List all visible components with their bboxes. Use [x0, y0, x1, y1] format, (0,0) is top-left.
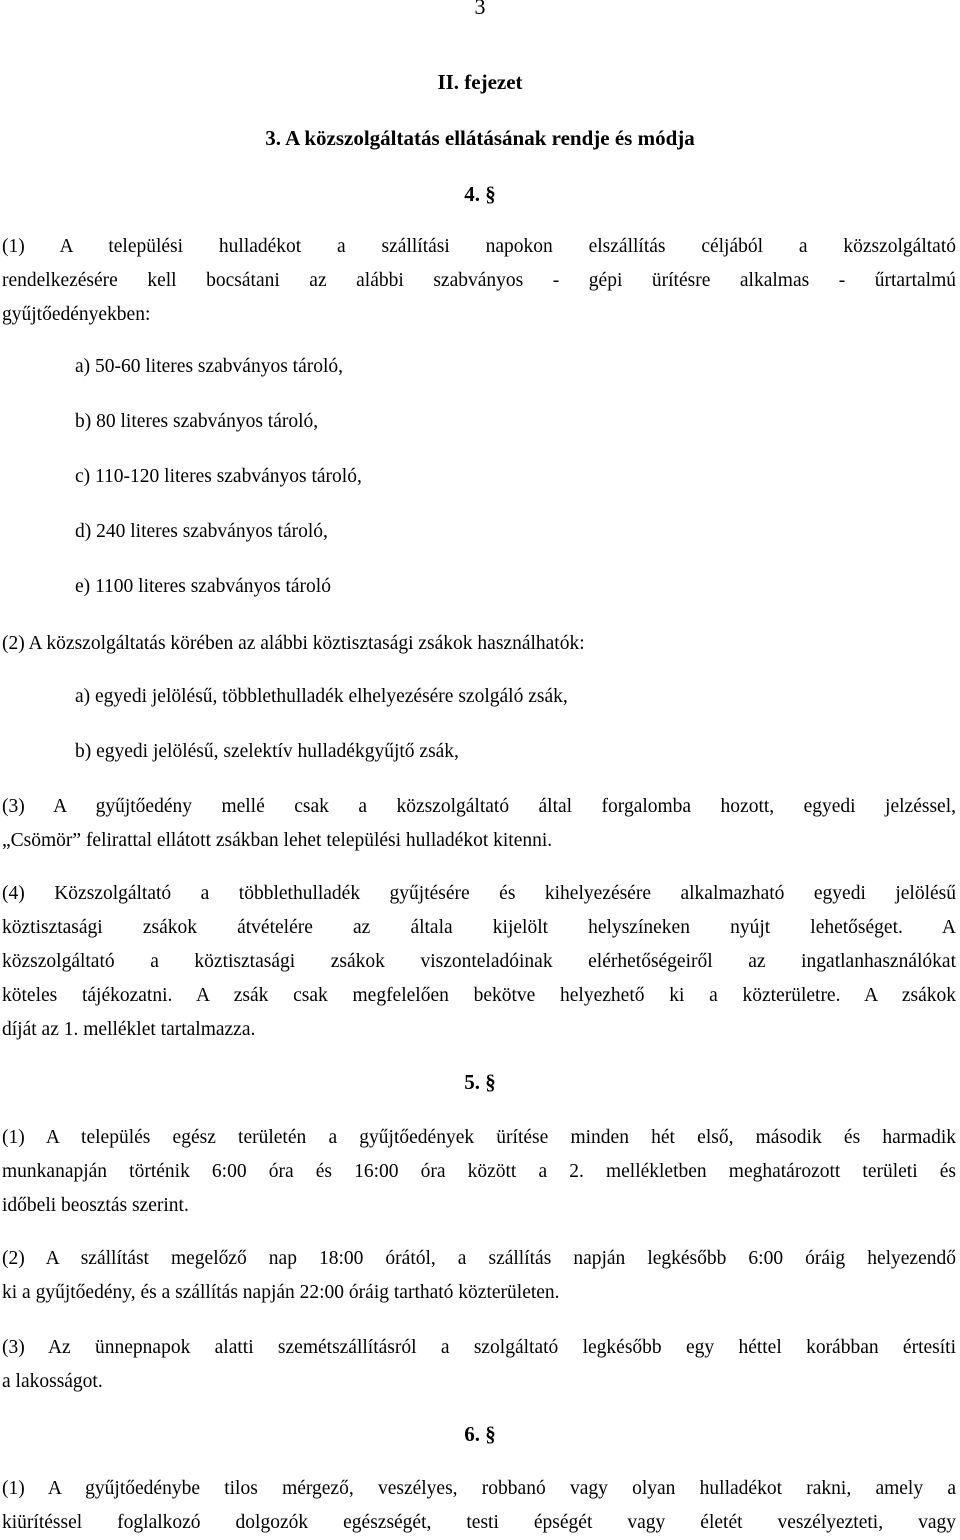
chapter-title: II. fejezet: [437, 70, 523, 94]
text-line: (3) A gyűjtőedény mellé csak a közszolgáltató által forgalomba hozott, egyedi jelzéssel,: [2, 796, 956, 817]
text-line: díját az 1. melléklet tartalmazza.: [2, 1019, 256, 1040]
paragraph-heading-4: 4. §: [464, 182, 496, 206]
text-line: közszolgáltató a köztisztasági zsákok viszonteladóinak elérhetőségeiről az ingatlanhasználókat: [2, 951, 956, 972]
list-item: e) 1100 literes szabványos tároló: [75, 576, 331, 597]
text-line: „Csömör” felirattal ellátott zsákban lehet települési hulladékot kitenni.: [2, 830, 553, 851]
text-line: a lakosságot.: [2, 1371, 103, 1392]
list-item: a) egyedi jelölésű, többlethulladék elhelyezésére szolgáló zsák,: [75, 686, 568, 707]
text-line: munkanapján történik 6:00 óra és 16:00 óra között a 2. mellékletben meghatározott területi és: [2, 1161, 956, 1182]
text-line: köteles tájékozatni. A zsák csak megfelelően bekötve helyezhető ki a közterületre. A zsákok: [2, 985, 956, 1006]
text-line: (1) A gyűjtőedénybe tilos mérgező, veszélyes, robbanó vagy olyan hulladékot rakni, amely a: [2, 1478, 956, 1499]
s4-p3: [2, 790, 956, 858]
text-line: köztisztasági zsákok átvételére az általa kijelölt helyszíneken nyújt lehetőséget. A: [2, 917, 956, 938]
paragraph-heading-5: 5. §: [464, 1070, 496, 1094]
text-line: ki a gyűjtőedény, és a szállítás napján 22:00 óráig tartható közterületen.: [2, 1282, 560, 1303]
s5-p2: [2, 1242, 956, 1310]
s4-p1: [2, 230, 956, 332]
text-line: gyűjtőedényekben:: [2, 304, 151, 325]
text-line: kiürítéssel foglalkozó dolgozók egészségét, testi épségét vagy életét veszélyezteti, vagy: [2, 1512, 956, 1533]
text-line: (1) A település egész területén a gyűjtőedények ürítése minden hét első, második és harmadik: [2, 1127, 956, 1148]
text-line: (3) Az ünnepnapok alatti szemétszállításról a szolgáltató legkésőbb egy héttel korábban értesíti: [2, 1337, 956, 1358]
s5-p3: [2, 1331, 956, 1399]
list-item: d) 240 literes szabványos tároló,: [75, 521, 328, 542]
list-item: b) egyedi jelölésű, szelektív hulladékgyűjtő zsák,: [75, 741, 459, 762]
s4-p2: [2, 627, 956, 661]
text-line: (1) A települési hulladékot a szállítási napokon elszállítás céljából a közszolgáltató: [2, 236, 956, 257]
text-line: rendelkezésére kell bocsátani az alábbi szabványos - gépi ürítésre alkalmas - űrtartalmú: [2, 270, 956, 291]
paragraph-heading-6: 6. §: [464, 1422, 496, 1446]
s5-p1: [2, 1121, 956, 1223]
text-line: időbeli beosztás szerint.: [2, 1195, 189, 1216]
text-line: (2) A szállítást megelőző nap 18:00 órától, a szállítás napján legkésőbb 6:00 óráig helyezendő: [2, 1248, 956, 1269]
list-item: c) 110-120 literes szabványos tároló,: [75, 466, 362, 487]
s6-p1: [2, 1472, 956, 1540]
list-item: b) 80 literes szabványos tároló,: [75, 411, 319, 432]
list-item: a) 50-60 literes szabványos tároló,: [75, 356, 344, 377]
text-line: (4) Közszolgáltató a többlethulladék gyűjtésére és kihelyezésére alkalmazható egyedi jelölésű: [2, 883, 956, 904]
text-line: (2) A közszolgáltatás körében az alábbi köztisztasági zsákok használhatók:: [2, 633, 585, 654]
page-number: 3: [474, 0, 486, 19]
s4-p4: [2, 877, 956, 1047]
section-title: 3. A közszolgáltatás ellátásának rendje és módja: [265, 126, 695, 150]
